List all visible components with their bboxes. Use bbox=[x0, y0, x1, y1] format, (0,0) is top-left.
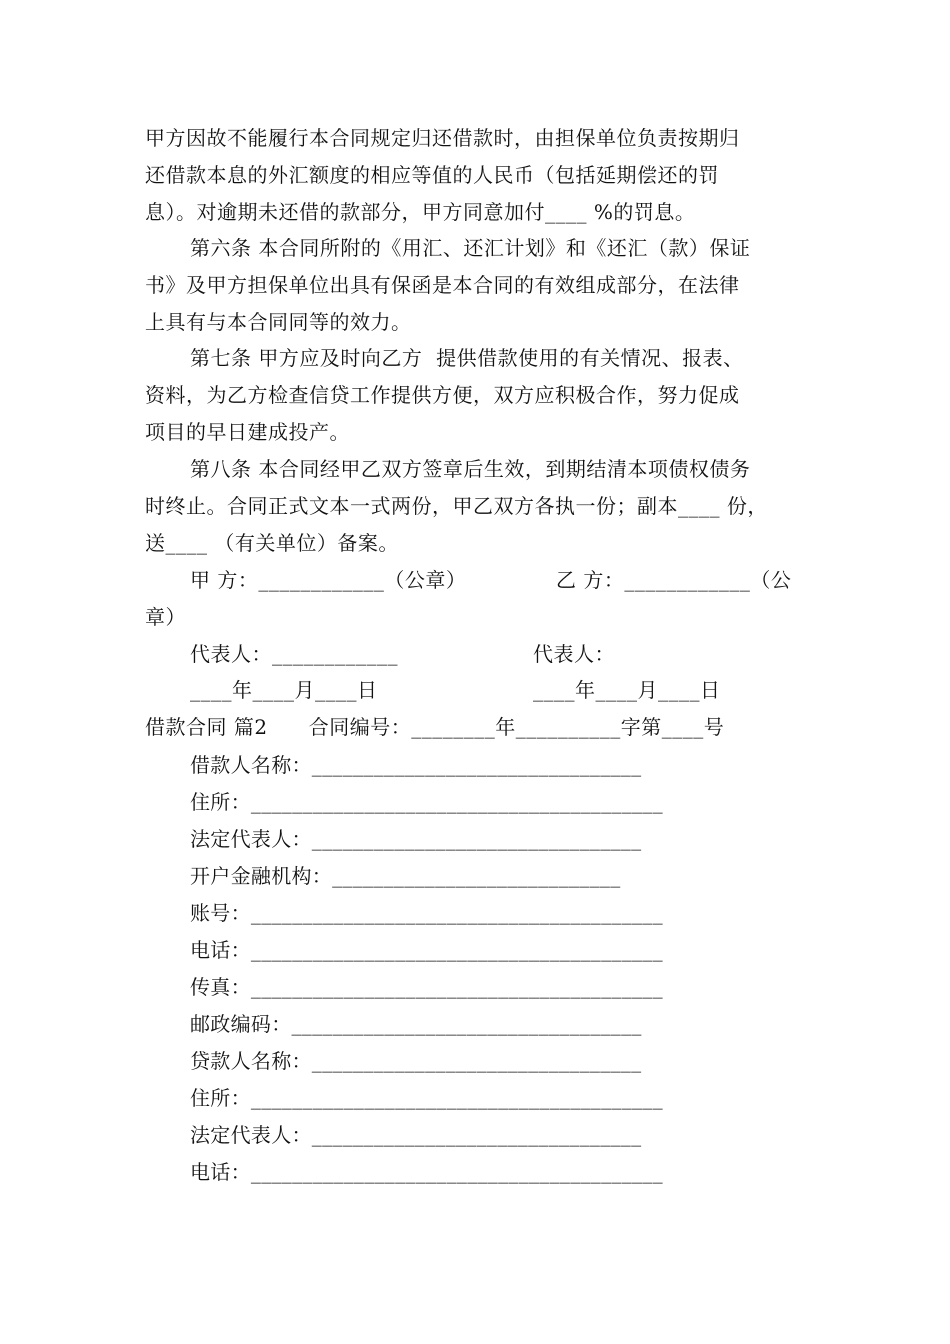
article8-line-3: 送____ （有关单位）备案。 bbox=[145, 531, 399, 555]
article5-line-1: 甲方因故不能履行本合同规定归还借款时，由担保单位负责按期归 bbox=[145, 126, 740, 150]
lender-address-field: 住所：________________________________________ bbox=[190, 1086, 663, 1110]
article6-line-3: 上具有与本合同同等的效力。 bbox=[145, 310, 412, 334]
party-a-signature: 甲 方：____________（公章） bbox=[190, 568, 467, 592]
article5-line-3: 息）。对逾期未还借的款部分，甲方同意加付____ %的罚息。 bbox=[145, 200, 696, 224]
party-b-signature-wrap: 章） bbox=[145, 605, 186, 629]
party-b-signature: 乙 方：____________（公 bbox=[556, 568, 792, 592]
lender-legal-rep-field: 法定代表人：________________________________ bbox=[190, 1123, 642, 1147]
borrower-address-field: 住所：________________________________________ bbox=[190, 790, 663, 814]
article6-line-1: 第六条 本合同所附的《用汇、还汇计划》和《还汇（款）保证 bbox=[190, 236, 751, 260]
article8-line-1: 第八条 本合同经甲乙双方签章后生效，到期结清本项债权债务 bbox=[190, 457, 751, 481]
contract2-header: 借款合同 篇2 合同编号：________年__________字第____号 bbox=[145, 715, 725, 739]
article5-line-2: 还借款本息的外汇额度的相应等值的人民币（包括延期偿还的罚 bbox=[145, 163, 719, 187]
borrower-fax-field: 传真：________________________________________ bbox=[190, 975, 663, 999]
article7-line-2: 资料，为乙方检查信贷工作提供方便，双方应积极合作，努力促成 bbox=[145, 383, 740, 407]
borrower-bank-field: 开户金融机构：____________________________ bbox=[190, 864, 621, 888]
article8-line-2: 时终止。合同正式文本一式两份，甲乙双方各执一份；副本____ 份， bbox=[145, 494, 768, 518]
party-a-representative: 代表人：____________ bbox=[190, 642, 398, 666]
borrower-account-field: 账号：________________________________________ bbox=[190, 901, 663, 925]
borrower-name-field: 借款人名称：________________________________ bbox=[190, 753, 642, 777]
party-a-date: ____年____月____日 bbox=[190, 678, 378, 702]
article6-line-2: 书》及甲方担保单位出具有保函是本合同的有效组成部分，在法律 bbox=[145, 273, 740, 297]
borrower-postcode-field: 邮政编码：__________________________________ bbox=[190, 1012, 642, 1036]
article7-line-3: 项目的早日建成投产。 bbox=[145, 420, 350, 444]
party-b-date: ____年____月____日 bbox=[533, 678, 721, 702]
lender-phone-field: 电话：________________________________________ bbox=[190, 1160, 663, 1184]
article7-line-1: 第七条 甲方应及时向乙方 提供借款使用的有关情况、报表、 bbox=[190, 346, 744, 370]
party-b-representative: 代表人： bbox=[533, 642, 615, 666]
borrower-phone-field: 电话：________________________________________ bbox=[190, 938, 663, 962]
lender-name-field: 贷款人名称：________________________________ bbox=[190, 1049, 642, 1073]
borrower-legal-rep-field: 法定代表人：________________________________ bbox=[190, 827, 642, 851]
